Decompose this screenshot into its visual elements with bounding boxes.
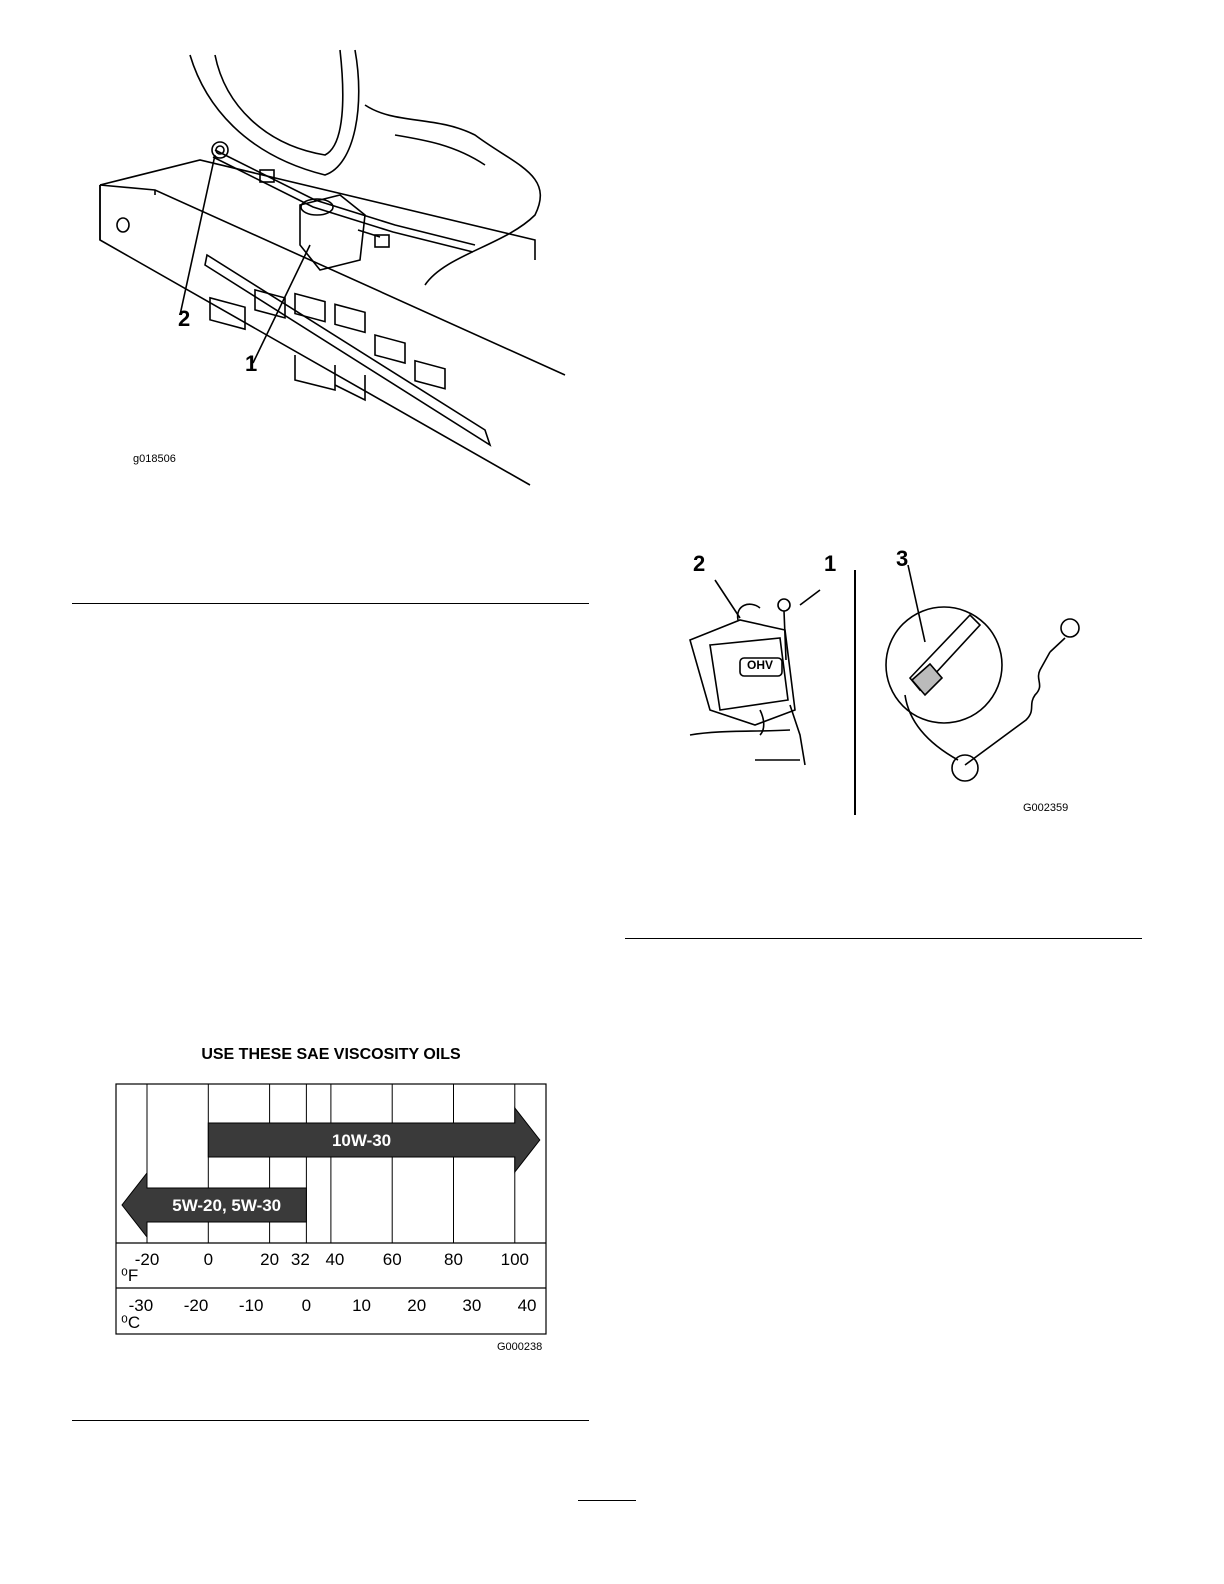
fahrenheit-tick-label: 32 [290,1250,310,1269]
celsius-tick-label: -10 [238,1296,264,1315]
fahrenheit-tick-label: 100 [500,1250,529,1269]
callout-3: 3 [896,546,909,571]
figure-id: g018506 [133,453,176,465]
callout-1: 1 [824,551,837,576]
engine-label: OHV [747,658,774,672]
fahrenheit-tick-label: -20 [134,1250,160,1269]
celsius-tick-label: 40 [517,1296,537,1315]
celsius-tick-label: 20 [407,1296,427,1315]
celsius-tick-label: 30 [462,1296,482,1315]
celsius-tick-label: -30 [128,1296,154,1315]
fahrenheit-tick-label: 40 [325,1250,345,1269]
figure-id: G000238 [497,1341,543,1353]
celsius-tick-label: 0 [301,1296,312,1315]
fahrenheit-unit-label: ⁰F [121,1266,139,1285]
fuel-filter-illustration [95,45,565,495]
divider [72,1420,589,1421]
oil-range-label: 5W-20, 5W-30 [172,1196,282,1215]
viscosity-chart [115,1083,547,1336]
page-footer-rule [578,1500,636,1501]
callout-1: 1 [245,351,258,376]
divider [625,938,1142,939]
callout-2: 2 [693,551,706,576]
divider [72,603,589,604]
celsius-tick-label: -20 [183,1296,209,1315]
fahrenheit-tick-label: 0 [203,1250,214,1269]
fahrenheit-tick-label: 60 [382,1250,402,1269]
oil-range-label: 10W-30 [331,1131,392,1150]
celsius-tick-label: 10 [352,1296,372,1315]
celsius-unit-label: ⁰C [121,1313,141,1332]
callout-2: 2 [178,306,191,331]
fahrenheit-tick-label: 20 [260,1250,280,1269]
fahrenheit-tick-label: 80 [444,1250,463,1269]
chart-title: USE THESE SAE VISCOSITY OILS [201,1046,461,1063]
figure-id: G002359 [1023,802,1069,814]
dipstick-illustration [680,560,1100,830]
